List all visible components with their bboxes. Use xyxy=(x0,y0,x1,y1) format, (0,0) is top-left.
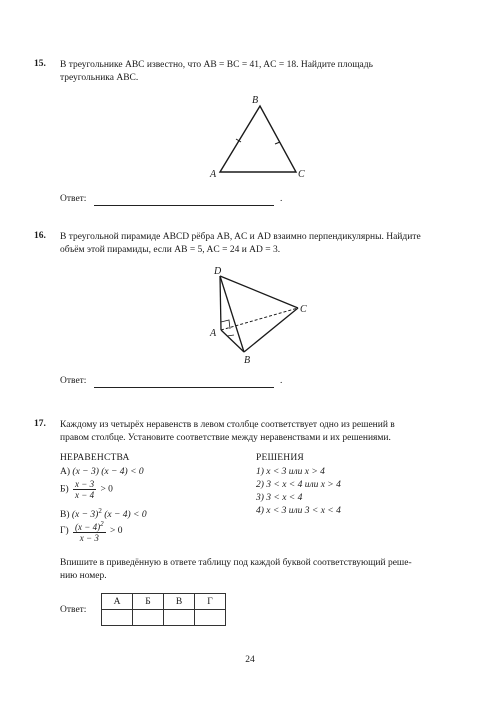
answer-table-header-row xyxy=(102,594,226,610)
right-angle-mark-1 xyxy=(221,320,230,329)
edge-bc xyxy=(244,308,298,352)
q16-number: 16. xyxy=(34,231,46,241)
q15-triangle-figure xyxy=(200,92,320,182)
q15-answer-field[interactable] xyxy=(94,205,274,206)
answer-cell-b[interactable] xyxy=(133,610,164,626)
q16-answer-label: Ответ: xyxy=(60,376,87,386)
right-angle-mark-2 xyxy=(227,335,234,336)
solution-1: 1) x < 3 или x > 4 xyxy=(256,467,325,477)
q17-number: 17. xyxy=(34,419,46,429)
edge-ac-hidden xyxy=(221,308,298,330)
answer-table-header-g: Г xyxy=(195,594,226,610)
answer-cell-a[interactable] xyxy=(102,610,133,626)
inequality-c-letter: В) xyxy=(60,510,70,521)
q17-text xyxy=(60,419,480,445)
inequality-a-letter: А) xyxy=(60,467,71,477)
label-c: C xyxy=(298,169,305,180)
inequality-d-fraction xyxy=(73,519,106,543)
inequality-a-expr: (x − 3) (x − 4) < 0 xyxy=(72,467,144,477)
q17-line2: правом столбце. Установите соответствие между неравенствами и их решениями. xyxy=(60,433,391,443)
label-b: B xyxy=(252,95,259,106)
triangle-abc xyxy=(220,106,296,172)
solution-4: 4) x < 3 или 3 < x < 4 xyxy=(256,506,341,516)
solution-2: 2) 3 < x < 4 или x > 4 xyxy=(256,480,341,490)
q15-line1: В треугольнике ABC известно, что AB = BC = 41, AC = 18. Найдите площадь xyxy=(60,60,373,70)
q17-instr-line1: Впишите в приведённую в ответе таблицу под каждой буквой соответствующий реше- xyxy=(60,558,412,568)
q16-pyramid-figure xyxy=(200,264,320,368)
q17-instr-line2: нию номер. xyxy=(60,571,107,581)
inequality-b-fraction xyxy=(73,479,96,500)
inequality-d-letter: Г) xyxy=(60,526,69,537)
answer-table-header-b: Б xyxy=(133,594,164,610)
answer-table-header-v: В xyxy=(164,594,195,610)
answer-table-header-a: А xyxy=(102,594,133,610)
solution-3: 3) 3 < x < 4 xyxy=(256,493,303,503)
q16-answer-field[interactable] xyxy=(94,387,274,388)
q15-answer-dot: . xyxy=(280,194,283,204)
inequality-b-letter: Б) xyxy=(60,484,69,495)
q16-line1: В треугольной пирамиде ABCD рёбра AB, AC и AD взаимно перпендикулярны. Найдите xyxy=(60,232,421,242)
edge-dc xyxy=(220,276,298,308)
inequality-d-numerator xyxy=(73,519,106,533)
answer-table-value-row xyxy=(102,610,226,626)
q16-text xyxy=(60,231,480,257)
inequality-d-rest: > 0 xyxy=(109,526,123,537)
q15-line2: треугольника ABC. xyxy=(60,73,139,83)
q17-answer-table xyxy=(101,593,226,626)
label-b: B xyxy=(244,355,251,366)
q16-answer-dot: . xyxy=(280,376,283,386)
inequality-b xyxy=(60,479,113,500)
inequality-d-numerator-base: (x − 4) xyxy=(75,522,101,532)
label-d: D xyxy=(214,266,222,277)
tick-bc xyxy=(275,142,280,144)
q15-number: 15. xyxy=(34,59,46,69)
inequality-b-rest: > 0 xyxy=(100,484,113,495)
inequality-d-denominator: x − 3 xyxy=(79,533,99,543)
q15-answer-label: Ответ: xyxy=(60,194,87,204)
page-number: 24 xyxy=(245,655,255,665)
q17-line1: Каждому из четырёх неравенств в левом столбце соответствует одно из решений в xyxy=(60,420,395,430)
inequality-d xyxy=(60,519,122,543)
q17-answer-label: Ответ: xyxy=(60,605,87,615)
inequality-c-pre: (x − 3) xyxy=(71,510,99,521)
inequality-b-numerator: x − 3 xyxy=(75,479,95,489)
inequality-b-denominator: x − 4 xyxy=(75,490,95,500)
q16-line2: объём этой пирамиды, если AB = 5, AC = 24 и AD = 3. xyxy=(60,245,281,255)
label-a: A xyxy=(210,328,217,339)
inequality-a xyxy=(60,466,144,478)
inequality-c-exponent: 2 xyxy=(98,507,102,515)
inequality-c-post: (x − 4) < 0 xyxy=(101,510,147,521)
q17-instructions xyxy=(60,557,480,583)
label-c: C xyxy=(300,304,307,315)
inequality-d-exponent: 2 xyxy=(100,520,104,528)
answer-cell-g[interactable] xyxy=(195,610,226,626)
solutions-header: РЕШЕНИЯ xyxy=(256,453,304,463)
edge-da xyxy=(220,276,221,330)
inequalities-header: НЕРАВЕНСТВА xyxy=(60,453,130,463)
answer-cell-v[interactable] xyxy=(164,610,195,626)
label-a: A xyxy=(210,169,217,180)
q15-text xyxy=(60,59,480,85)
